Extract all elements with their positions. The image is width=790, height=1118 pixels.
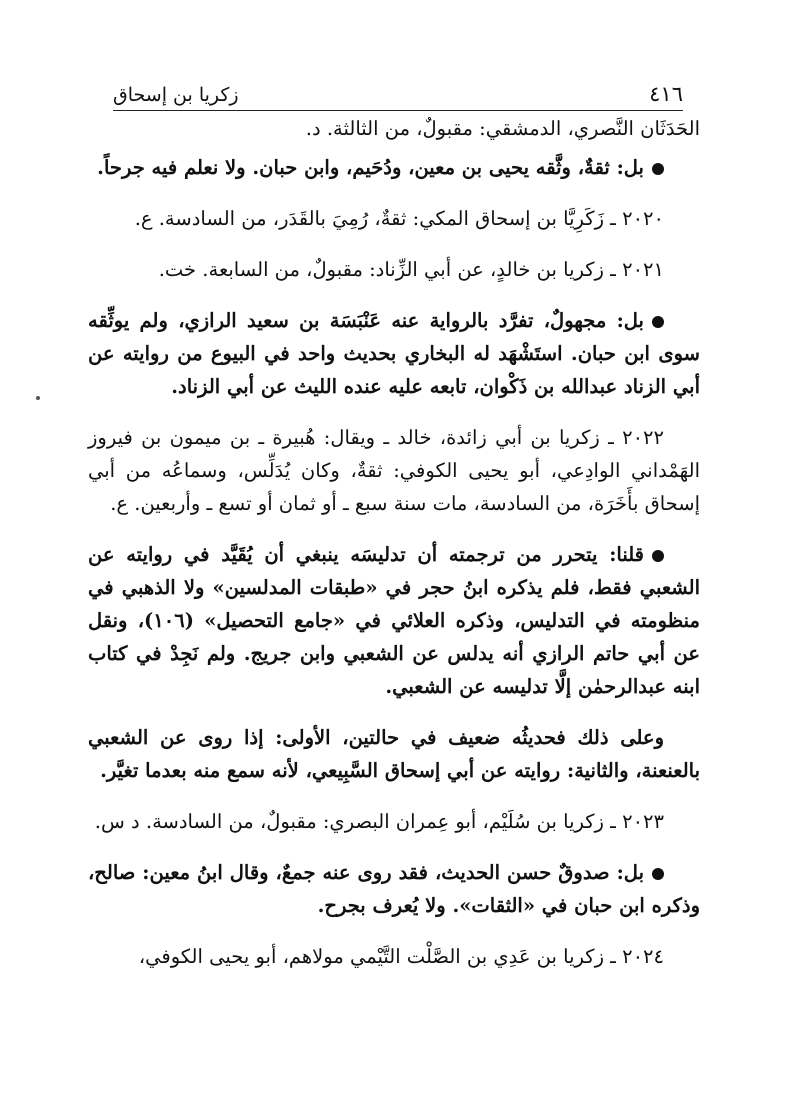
paragraph-text: ٢٠٢٢ ـ زكريا بن أبي زائدة، خالد ـ ويقال: هُبيرة ـ بن ميمون بن فيروز الهَمْداني الوادِعي، أبو يحيى الكوفي: ثقةٌ، وكان يُدَلِّس، وسماعُه من أبي إسحاق بأَخَرَة، من السادسة، مات سنة سبع ـ أو ثمان أو تسع ـ وأربعين. ع. (88, 426, 700, 515)
entry-2023 (88, 805, 700, 838)
paragraph-text: ٢٠٢١ ـ زكريا بن خالدٍ، عن أبي الزِّناد: مقبولٌ، من السابعة. خت. (158, 258, 664, 281)
entry-2024 (88, 940, 700, 973)
paragraph-text: بل: ثقةٌ، وثَّقه يحيى بن معين، ودُحَيم، وابن حبان. ولا نعلم فيه جرحاً. (97, 156, 644, 179)
commentary-paragraph (88, 151, 700, 184)
commentary-paragraph (88, 856, 700, 922)
paragraph-text: ٢٠٢٣ ـ زكريا بن سُلَيْم، أبو عِمران البصري: مقبولٌ، من السادسة. د س. (94, 810, 664, 833)
paragraph-text: الحَدَثَان النَّصري، الدمشقي: مقبولٌ، من الثالثة. د. (305, 117, 700, 140)
running-title: زكريا بن إسحاق (113, 84, 239, 106)
paragraph-text: ٢٠٢٤ ـ زكريا بن عَدِي بن الصَّلْت التَّيْمي مولاهم، أبو يحيى الكوفي، (138, 945, 664, 968)
page-body (88, 112, 700, 979)
commentary-paragraph (88, 304, 700, 403)
bullet-icon (652, 163, 664, 175)
paragraph-text: بل: صدوقٌ حسن الحديث، فقد روى عنه جمعٌ، وقال ابنُ معين: صالح، وذكره ابن حبان في «الثقات». ولا يُعرف بجرح. (88, 861, 700, 917)
paragraph-text: ٢٠٢٠ ـ زَكَرِيَّا بن إسحاق المكي: ثقةٌ، رُمِيَ بالقَدَر، من السادسة. ع. (134, 207, 664, 230)
commentary-paragraph (88, 538, 700, 703)
page-number: ٤١٦ (649, 82, 683, 106)
paragraph-text: بل: مجهولٌ، تفرَّد بالرواية عنه عَنْبَسَة بن سعيد الرازي، ولم يوثِّقه سوى ابن حبان. استَشْهَد له البخاري بحديث واحد في البيوع من روايته عن أبي الزناد عبدالله بن ذَكْوان، تابعه عليه عنده الليث عن أبي الزناد. (88, 309, 700, 398)
bullet-icon (652, 868, 664, 880)
paragraph-text: قلنا: يتحرر من ترجمته أن تدليسَه ينبغي أن يُقَيَّد في روايته عن الشعبي فقط، فلم يذكره ابنُ حجر في «طبقات المدلسين» ولا الذهبي في منظومته في التدليس، وذكره العلائي في «جامع التحصيل» (١٠٦)، ونقل عن أبي حاتم الرازي أنه يدلس عن الشعبي وابن جريج. ولم نَجِدْ في كتاب ابنه عبدالرحمٰن إلَّا تدليسه عن الشعبي. (88, 543, 700, 698)
margin-speck (36, 396, 40, 400)
entry-2022 (88, 421, 700, 520)
paragraph-text: وعلى ذلك فحديثُه ضعيف في حالتين، الأولى: إذا روى عن الشعبي بالعنعنة، والثانية: روايته عن أبي إسحاق السَّبِيعي، لأنه سمع منه بعدما تغيَّر. (88, 726, 700, 782)
page-header (113, 76, 683, 111)
bullet-icon (652, 550, 664, 562)
commentary-paragraph (88, 721, 700, 787)
bullet-icon (652, 316, 664, 328)
entry-2020 (88, 202, 700, 235)
paragraph-continuation (88, 112, 700, 145)
entry-2021 (88, 253, 700, 286)
